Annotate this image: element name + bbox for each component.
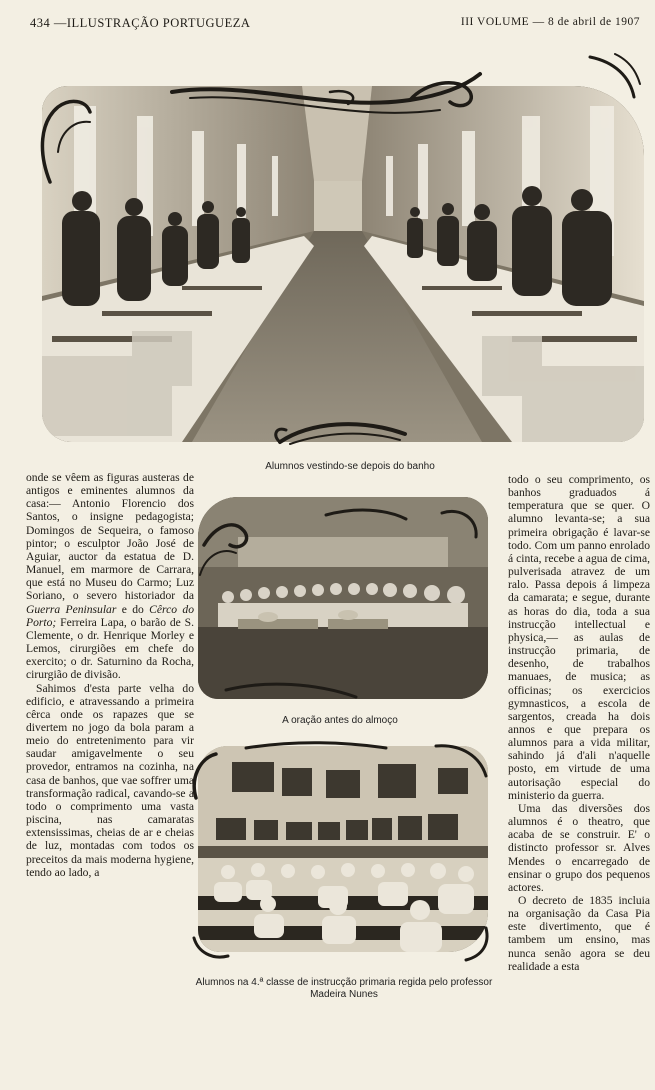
figure-caption-2: A oração antes do almoço [282, 715, 398, 726]
publication-title: —ILLUSTRAÇÃO PORTUGUEZA [53, 16, 251, 30]
paragraph: Sahimos d'esta parte velha do edificio, e atravessando a primeira cêrca onde os rapazes que se divertem no jogo da bola param a meio do entretenimento para vir saudar amigavelmente o seu provedor, entramos na cozinha, na casa de banhos, que vae soffrer uma transformação radical, cavando-se a todo o comprimento uma vasta piscina, nas camaratas extensissimas, cheias de ar e cheias de luz, montadas com todos os preceitos da mais moderna hygiene, tendo ao lado, a [26, 681, 194, 879]
figure-caption-3: Alumnos na 4.ª classe de instrucção primaria regida pelo professor Madeira Nunes [195, 977, 493, 1000]
page-header [30, 16, 640, 34]
issue-info: III VOLUME — 8 de abril de 1907 [460, 16, 640, 28]
art-nouveau-ornament-middle [196, 505, 486, 705]
text-column-right [508, 473, 650, 973]
art-nouveau-ornament-top [30, 52, 642, 192]
text-run: Ferreira Lapa, o barão de S. Clemente, o dr. Henrique Morley e Lemos, cirurgiões em chefe do exercito; o dr. Saturnino da Rocha, cirurgião de divisão. [26, 615, 194, 682]
paragraph: O decreto de 1835 incluia na organisação da Casa Pia este divertimento, que é tambem um ensino, mas nunca senão agora se deu realidade a esta [508, 894, 650, 973]
paragraph: Uma das diversões dos alumnos é o theatro, que acaba de se construir. E' o distincto professor sr. Alves Mendes o encarregado de ensinar o grupo dos pequenos actores. [508, 801, 650, 894]
italic-title: Cêrco do Porto; [26, 602, 194, 629]
header-left [30, 16, 250, 31]
text-column-left [26, 471, 194, 879]
text-run: e do [116, 602, 150, 616]
art-nouveau-ornament-bottom [270, 412, 420, 452]
text-run: onde se vêem as figuras austeras de antigos e eminentes alumnos da casa:— Antonio Florencio dos Santos, o insigne pedagogista; Domingos de Sequeira, o famoso pintor; o esculptor João José de Aguiar, auctor da estatua de D. Manuel, em marmore de Carrara, que está no Museu do Carmo; Luz Soriano, o severo historiador da [26, 471, 194, 603]
art-nouveau-ornament-lower [186, 738, 496, 964]
page-number: 434 [30, 16, 51, 30]
figure-caption-1: Alumnos vestindo-se depois do banho [265, 461, 435, 472]
paragraph: todo o seu comprimento, os banhos graduados á temperatura que se quer. O alumno levanta-se; a sua primeira obrigação é lavar-se todo. Com um panno enrolado á cinta, recebe a agua de cima, pulverisada atravez de um ralo. Passa depois á limpeza da camarata; e segue, durante as horas do dia, toda a sua instrucção intellectual e physica,— as aulas de instrucção primaria, de desenho, de trabalhos manuaes, de musica; as officinas; os exercicios gymnasticos, a escola de sargentos, creada ha dois annos e que prepara os alumnos para a vida militar, sahindo já d'ali n'aquelle posto, em virtude de uma autorisação especial do ministerio da guerra. [508, 473, 650, 802]
paragraph [26, 471, 194, 682]
italic-title: Guerra Peninsular [26, 602, 117, 616]
